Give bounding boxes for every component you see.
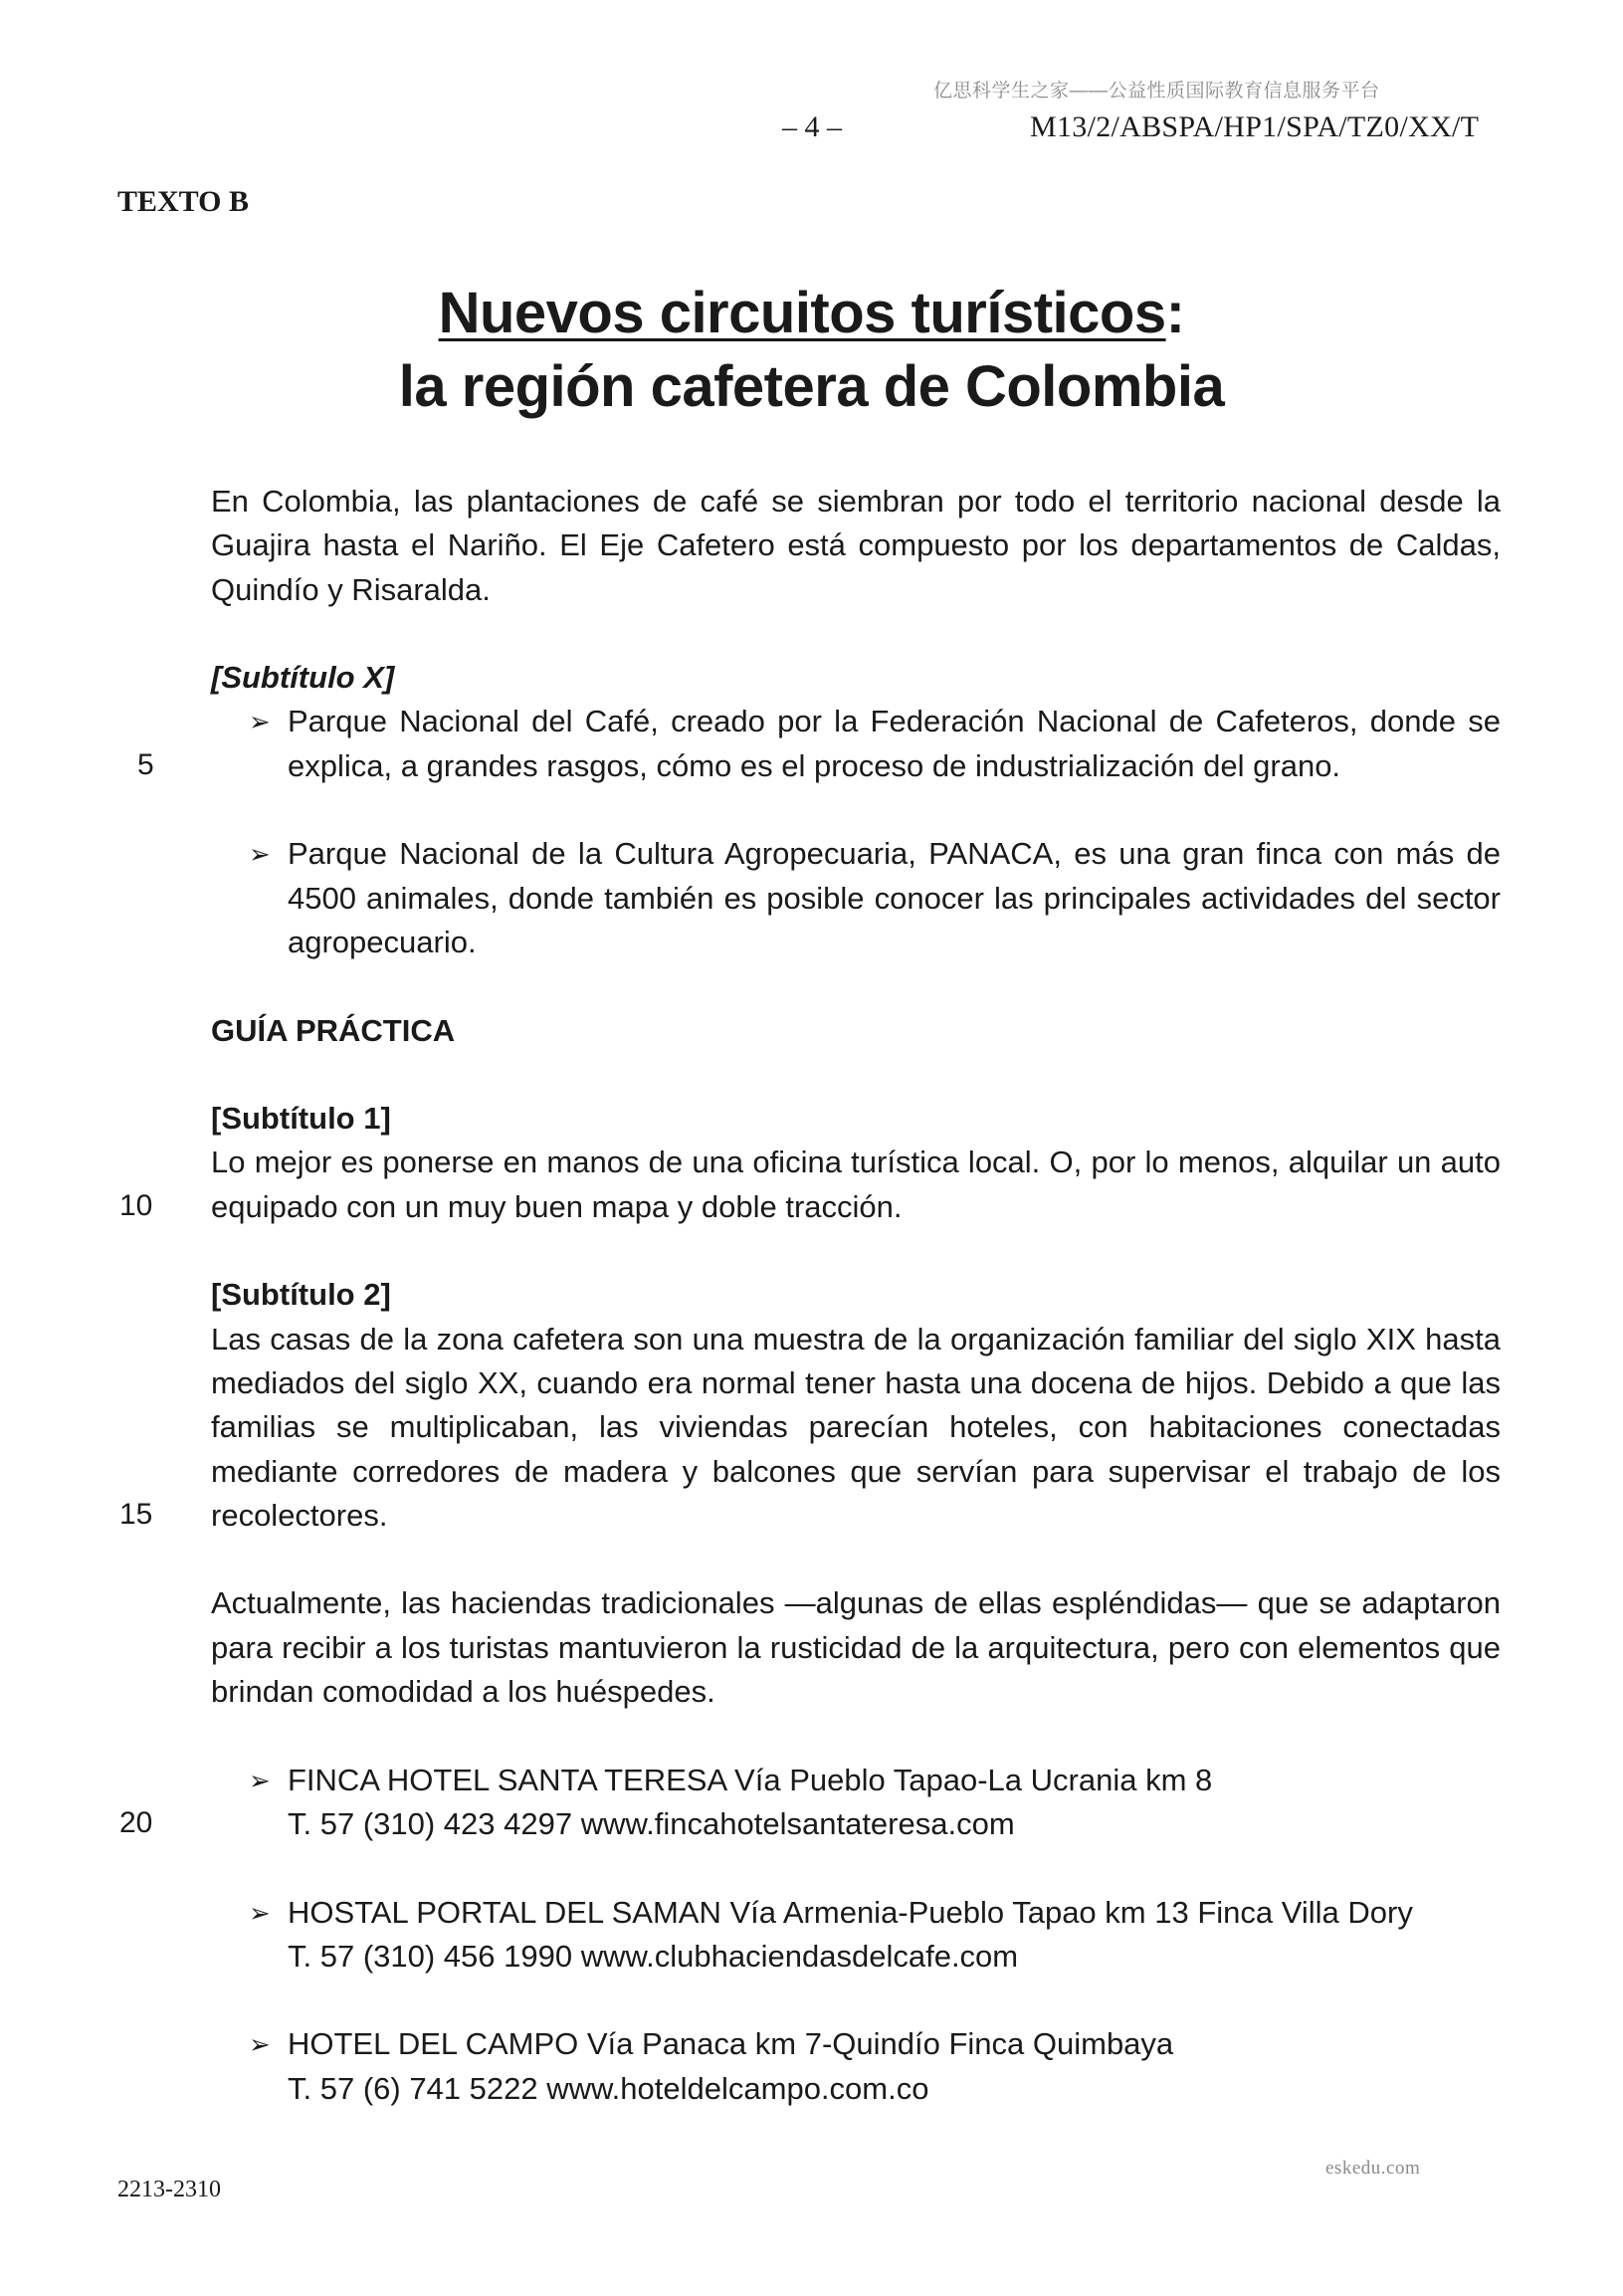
paragraph-1: Lo mejor es ponerse en manos de una oficina turística local. O, por lo menos, alquilar un auto equipado con un muy buen mapa y doble tracción. [211,1145,1501,1224]
paragraph-2: Las casas de la zona cafetera son una muestra de la organización familiar del siglo XIX hasta mediados del siglo XX, cuando era normal tener hasta una docena de hijos. Debido a que las familias se multiplicaban, las viviendas parecían hoteles, con habitaciones conectadas mediante corredores de madera y balcones que servían para supervisar el trabajo de los recolectores. [211,1321,1501,1533]
hotel-name-address: HOTEL DEL CAMPO Vía Panaca km 7-Quindío Finca Quimbaya [288,2026,1174,2062]
title-line-2: la región cafetera de Colombia [398,354,1225,419]
hotel-item [211,1759,1501,1847]
watermark-header: 亿思科学生之家——公益性质国际教育信息服务平台 [933,81,1380,102]
text-label: TEXTO B [117,185,249,218]
park-text: Parque Nacional de la Cultura Agropecuaria, PANACA, es una gran finca con más de 4500 animales, donde también es posible conocer las principales actividades del sector agropecuario. [288,836,1501,959]
line-number: 10 [119,1189,153,1222]
title-line-1 [0,277,1623,350]
park-text: Parque Nacional del Café, creado por la Federación Nacional de Cafeteros, donde se explica, a grandes rasgos, cómo es el proceso de industrialización del grano. [288,704,1501,783]
hotel-item [211,2022,1501,2111]
footer-code: 2213-2310 [117,2177,221,2202]
intro-paragraph: En Colombia, las plantaciones de café se siembran por todo el territorio nacional desde la Guajira hasta el Nariño. El Eje Cafetero está compuesto por los departamentos de Caldas, Quindío y Risaralda. [211,484,1501,607]
subtitle-x: [Subtítulo X] [211,660,395,696]
hotel-contact: T. 57 (6) 741 5222 www.hoteldelcampo.com.co [288,2070,929,2106]
arrow-bullet-icon: ➢ [249,1897,271,1928]
line-number: 20 [119,1806,153,1839]
page-number: – 4 – [782,110,842,143]
hotel-item [211,1891,1501,1980]
hotel-contact: T. 57 (310) 456 1990 www.clubhaciendasdelcafe.com [288,1938,1019,1974]
subtitle-1: [Subtítulo 1] [211,1101,391,1137]
title-underlined: Nuevos circuitos turísticos [438,281,1166,345]
arrow-bullet-icon: ➢ [249,1765,271,1795]
footer-site: eskedu.com [1325,2158,1421,2179]
paragraph-3: Actualmente, las haciendas tradicionales —algunas de ellas espléndidas— que se adaptaron para recibir a los turistas mantuvieron la rusticidad de la arquitectura, pero con elementos que brindan comodidad a los huéspedes. [211,1585,1501,1710]
park-item [211,832,1501,964]
line-number: 15 [119,1498,153,1531]
arrow-bullet-icon: ➢ [249,839,271,870]
subtitle-2: [Subtítulo 2] [211,1277,391,1313]
park-item [211,700,1501,788]
line-number: 5 [137,748,154,781]
hotel-name-address: FINCA HOTEL SANTA TERESA Vía Pueblo Tapao-La Ucrania km 8 [288,1762,1213,1797]
title-colon: : [1165,281,1185,345]
arrow-bullet-icon: ➢ [249,707,271,737]
article-title [0,277,1623,424]
hotel-contact: T. 57 (310) 423 4297 www.fincahotelsantateresa.com [288,1805,1015,1841]
exam-code: M13/2/ABSPA/HP1/SPA/TZ0/XX/T [1030,110,1480,143]
article-body [211,480,1501,2111]
arrow-bullet-icon: ➢ [249,2029,271,2060]
hotel-name-address: HOSTAL PORTAL DEL SAMAN Vía Armenia-Pueblo Tapao km 13 Finca Villa Dory [288,1894,1413,1930]
guide-heading: GUÍA PRÁCTICA [211,1012,456,1048]
